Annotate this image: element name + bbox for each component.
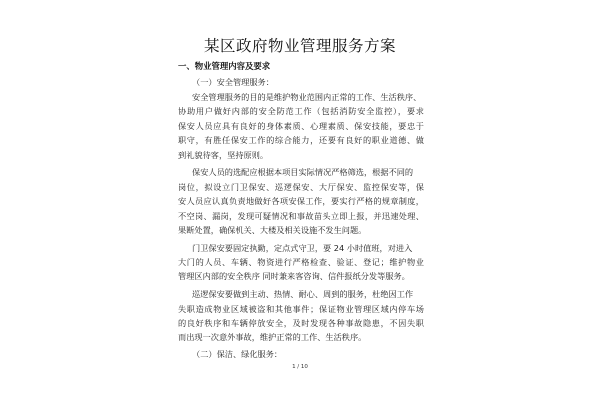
paragraph-line: 管理区内部的安全秩序 同时兼来客咨询、信件报纸分发等服务。 — [178, 271, 410, 282]
paragraph-line: 巡逻保安要做到主动、热情、耐心、周到的服务，杜绝因工作 — [192, 289, 414, 300]
subsection-heading-1: （一）安全管理服务： — [192, 77, 274, 87]
paragraph-line: 大门的人员、车辆、物资进行严格检查、验证、登记；维护物业 — [178, 257, 424, 267]
page-number: 1 / 10 — [292, 364, 308, 370]
paragraph-line: 保安人员应具有良好的身体素质、心理素质、保安技能，要忠于 — [178, 120, 424, 131]
paragraph-line: 保安人员的选配应根据本项目实际情况严格筛选，根据不同的 — [192, 167, 414, 178]
section-heading-1: 一、物业管理内容及要求 — [178, 61, 271, 71]
paragraph-line: 失职造成物业区域被盗和其他事件；保证物业管理区域内停车场 — [178, 303, 424, 314]
paragraph-line: 果断处置，确保机关、大楼及相关设施不发生问题。 — [178, 224, 367, 235]
paragraph-line: 门卫保安要固定执勤，定点式守卫，要 24 小时值班，对进入 — [192, 242, 413, 253]
paragraph-line: 到礼貌待客，坚持原则。 — [178, 149, 269, 160]
paragraph-line: 不空岗、漏岗，发现可疑情况和事故苗头立即上报，并迅速处理、 — [178, 210, 424, 221]
paragraph-line: 职守，有胜任保安工作的综合能力，还要有良好的职业道德、做 — [178, 135, 424, 146]
paragraph-line: 的良好秩序和车辆停放安全，及时发现各种事故隐患，不因失职 — [178, 318, 424, 328]
paragraph-line: 岗位，拟设立门卫保安、巡逻保安、大厅保安、监控保安等，保 — [178, 181, 424, 192]
paragraph-line: 而出现一次意外事故，维护正常的工作、生活秩序。 — [178, 332, 367, 343]
subsection-heading-2: （二）保洁、绿化服务： — [192, 348, 283, 359]
paragraph-line: 安人员应认真负责地做好各项安保工作，要实行严格的规章制度， — [178, 196, 424, 207]
paragraph-line: 安全管理服务的目的是维护物业范围内正常的工作、生活秩序、 — [192, 92, 422, 102]
document-title: 某区政府物业管理服务方案 — [203, 37, 396, 55]
paragraph-line: 协助用户做好内部的安全防范工作（包括消防安全监控），要求 — [178, 106, 424, 117]
